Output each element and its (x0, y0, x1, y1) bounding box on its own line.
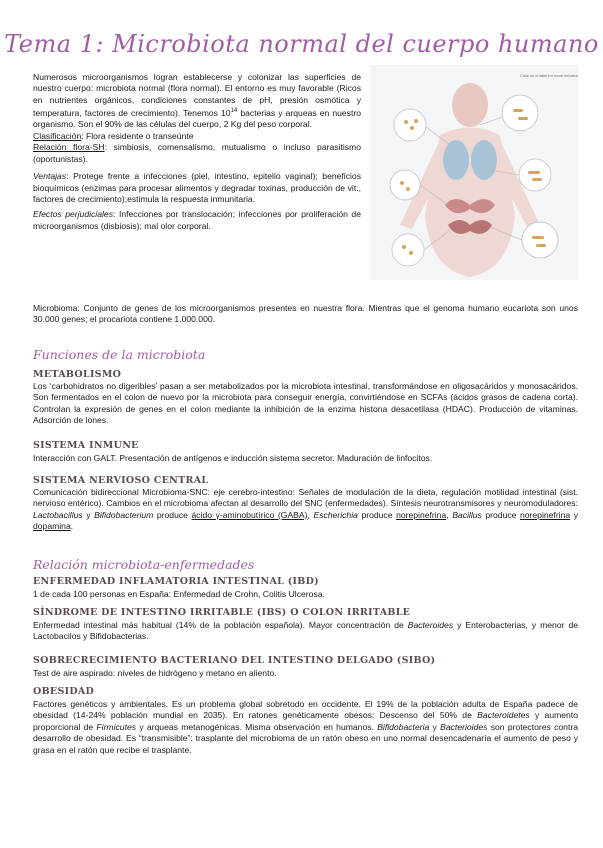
human-body-microbiota-icon (370, 65, 578, 280)
ibs-heading: SÍNDROME DE INTESTINO IRRITABLE (IBS) O COLON IRRITABLE (33, 607, 411, 618)
relacion-line: Relación flora-SH: simbiosis, comensalismo, mutualismo o incluso parasitismo (oportunistas). (33, 142, 361, 164)
inmune-text: Interacción con GALT. Presentación de antígenos e inducción sistema secretor. Maduración de linfocitos. (33, 453, 433, 463)
ibd-text: 1 de cada 100 personas en España: Enfermedad de Crohn, Colitis Ulcerosa. (33, 589, 325, 599)
metabolismo-heading: METABOLISMO (33, 369, 122, 380)
sibo-heading: SOBRECRECIMIENTO BACTERIANO DEL INTESTINO DELGADO (SIBO) (33, 655, 436, 666)
ibd-heading: ENFERMEDAD INFLAMATORIA INTESTINAL (IBD) (33, 576, 319, 587)
sibo-text: Test de aire aspirado: niveles de hidrógeno y metano en aliento. (33, 668, 277, 678)
metabolismo-text: Los ‘carbohidratos no digeribles’ pasan a ser metabolizados por la microbiota intestinal, transformándose en oligosacáridos y monosacáridos. Son fermentados en el colon de nuevo por la microbiota para conseguir energía, convirtiéndose en SCFAs (ácidos grasos de cadena corta). Controlan la expresión de genes en el colon mediante la inhibición de la enzima histona desacetilasa (HDAC). Producción de vitaminas. Adsorción de iones. (33, 381, 578, 426)
nervioso-heading: SISTEMA NERVIOSO CENTRAL (33, 475, 209, 486)
ibs-text: Enfermedad intestinal más habitual (14% de la población española). Mayor concentración de Bacteroides y Enterobacterias, y menor de Lactobacilos y Bifidobacterias. (33, 620, 578, 642)
obesidad-heading: OBESIDAD (33, 686, 95, 697)
clasificacion-line: Clasificación: Flora residente o transeúnte (33, 130, 194, 141)
funciones-heading: Funciones de la microbiota (33, 347, 206, 362)
microbioma-text: Microbioma: Conjunto de genes de los microorganismos presentes en nuestra flora. Mientras que el genoma humano eucariota son unos 30.000 genes; el procariota contiene 1.000.000. (33, 303, 578, 325)
obesidad-text: Factores genéticos y ambientales. Es un problema global sobretodo en occidente. El 19% de la población adulta de España padece de obesidad (14-24% población mundial en 2035). En ratones genéticamente obesos: Descenso del 50% de Bacteroidetes y aumento proporcional de Firmicutes y arqueas metanogénicas. Misma observación en humanos. Bifidobacteria y Bacterioides son protectores contra desarrollo de obesidad. Es “transmisible”: trasplante del microbioma de un ratón obeso en uno normal desencadenaría el aumento de peso y grasa en el ratón que recibe el trasplante. (33, 699, 578, 755)
relacion-heading: Relación microbiota-enfermedades (33, 557, 255, 572)
intro-block (33, 72, 361, 232)
microbioma-paragraph (33, 303, 578, 326)
nervioso-text: Comunicación bidireccional Microbioma-SNC: eje cerebro-intestino: Señales de modulación de la dieta, regulación motilidad intestinal (sist. nervioso entérico). Cambios en el microbioma afectan al desarrollo del SNC (enfermedades). Síntesis neurotransmisores y neuromoduladores: Lactobacillus y Bifidobacterium produce ácido γ-aminobutírico (GABA), Escherichia produce norepinefrina, Bacillus produce norepinefrina y dopamina. (33, 487, 579, 532)
efectos-paragraph: Efectos perjudiciales: Infecciones por translocación; infecciones por proliferación de microorganismos (disbiosis); mal olor corporal. (33, 209, 361, 231)
inmune-heading: SISTEMA INMUNE (33, 440, 139, 451)
page-title: Tema 1: Microbiota normal del cuerpo humano (4, 30, 599, 58)
svg-text:Click on a label for more info: Click on a label for more information (520, 73, 578, 78)
intro-paragraph: Numerosos microorganismos logran establecerse y colonizar las superficies de nuestro cuerpo: microbiota normal (flora normal). El entorno es muy favorable (Ricos en nutrientes orgánicos, condiciones constantes de pH, presión osmótica y temperatura, factores de crecimiento). Tenemos $10^{14}$ bacterias y arqueas en nuestro organismo. Son el 90% de las células del cuerpo, 2 Kg del peso corporal. (33, 72, 362, 130)
ventajas-paragraph: Ventajas: Protege frente a infecciones (piel, intestino, epitelio vaginal); beneficios bioquímicos (enzimas para procesar alimentos y degradar toxinas, producción de vit., factores de crecimiento);estimula la respuesta inmunitaria. (33, 171, 361, 204)
microbiota-body-figure (370, 65, 578, 280)
